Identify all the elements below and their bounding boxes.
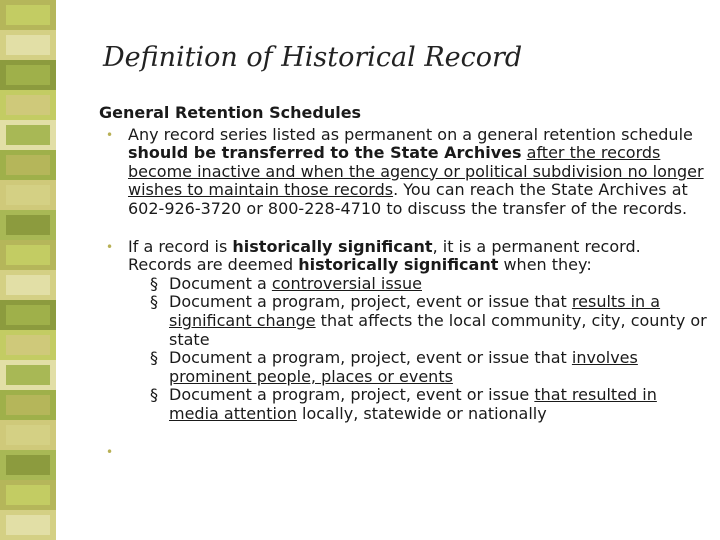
- stripe-square: [0, 480, 56, 510]
- text-segment: Document a program, project, event or issue: [169, 385, 535, 405]
- underlined-text: controversial issue: [271, 273, 422, 293]
- text-segment: locally, statewide or nationally: [296, 403, 547, 423]
- text-segment: If a record is: [128, 236, 233, 256]
- stripe-square-inner: [6, 395, 50, 415]
- bullet-icon: •: [106, 239, 114, 254]
- bullet-icon: •: [106, 127, 114, 142]
- text-segment: Any record series listed as permanent on a general retention schedule: [128, 124, 693, 144]
- sub-bullet-item: [150, 293, 709, 349]
- stripe-square-inner: [6, 245, 50, 265]
- stripe-square: [0, 0, 56, 30]
- stripe-square: [0, 330, 56, 360]
- text-segment: Document a program, project, event or issue that: [169, 292, 572, 312]
- bold-text: should be transferred to the State Archives: [128, 143, 522, 163]
- stripe-square: [0, 510, 56, 540]
- stripe-square-inner: [6, 125, 50, 145]
- stripe-square-inner: [6, 515, 50, 535]
- bullet-item-historically-significant: [99, 238, 709, 424]
- sub-bullet-icon: §: [150, 292, 158, 312]
- sub-bullet-item: [150, 386, 709, 423]
- stripe-square: [0, 390, 56, 420]
- bullet-list: [99, 124, 709, 459]
- stripe-square: [0, 210, 56, 240]
- stripe-square-inner: [6, 5, 50, 25]
- stripe-square-inner: [6, 305, 50, 325]
- text-segment: , it is a permanent record. Records are deemed: [128, 236, 641, 275]
- sub-bullet-icon: §: [150, 385, 158, 405]
- underlined-text: results in a significant change: [169, 292, 661, 330]
- text-segment: . You can reach the State Archives at 602-926-3720 or 800-228-4710 to discuss the transfer of the records.: [128, 180, 688, 218]
- slide-content: [99, 103, 709, 459]
- bullet-icon: •: [106, 444, 114, 459]
- stripe-square: [0, 30, 56, 60]
- stripe-square: [0, 450, 56, 480]
- decorative-stripe: [0, 0, 56, 540]
- stripe-square: [0, 180, 56, 210]
- slide-title: Definition of Historical Record: [103, 42, 523, 73]
- stripe-square: [0, 120, 56, 150]
- stripe-square-inner: [6, 95, 50, 115]
- stripe-square: [0, 360, 56, 390]
- stripe-square: [0, 420, 56, 450]
- bold-text: historically significant: [298, 255, 499, 275]
- stripe-square-inner: [6, 425, 50, 445]
- text-segment: Document a program, project, event or issue that: [169, 348, 572, 368]
- stripe-square-inner: [6, 365, 50, 385]
- stripe-square-inner: [6, 215, 50, 235]
- section-heading: General Retention Schedules: [99, 103, 362, 122]
- stripe-square-inner: [6, 185, 50, 205]
- stripe-square-inner: [6, 455, 50, 475]
- stripe-square: [0, 270, 56, 300]
- stripe-square: [0, 90, 56, 120]
- stripe-square: [0, 300, 56, 330]
- stripe-square-inner: [6, 275, 50, 295]
- text-segment: that affects the local community, city, county or state: [169, 310, 707, 349]
- stripe-square-inner: [6, 335, 50, 355]
- stripe-square-inner: [6, 65, 50, 85]
- bullet-item-archives: [99, 126, 709, 219]
- text-segment: Document a: [169, 273, 272, 293]
- sub-bullet-item: [150, 349, 709, 386]
- stripe-square-inner: [6, 485, 50, 505]
- stripe-square: [0, 60, 56, 90]
- stripe-square: [0, 240, 56, 270]
- sub-bullet-icon: §: [150, 348, 158, 368]
- bold-text: historically significant: [232, 236, 433, 256]
- text-segment: when they:: [498, 255, 592, 275]
- underlined-text: after the records become inactive and when the agency or political subdivision no longer wishes to maintain those records: [128, 143, 704, 200]
- stripe-square: [0, 150, 56, 180]
- stripe-square-inner: [6, 155, 50, 175]
- underlined-text: that resulted in media attention: [169, 385, 657, 423]
- sub-bullet-list: [128, 275, 709, 424]
- stripe-square-inner: [6, 35, 50, 55]
- underlined-text: involves prominent people, places or events: [169, 348, 638, 386]
- sub-bullet-item: [150, 275, 709, 294]
- sub-bullet-icon: §: [150, 273, 158, 293]
